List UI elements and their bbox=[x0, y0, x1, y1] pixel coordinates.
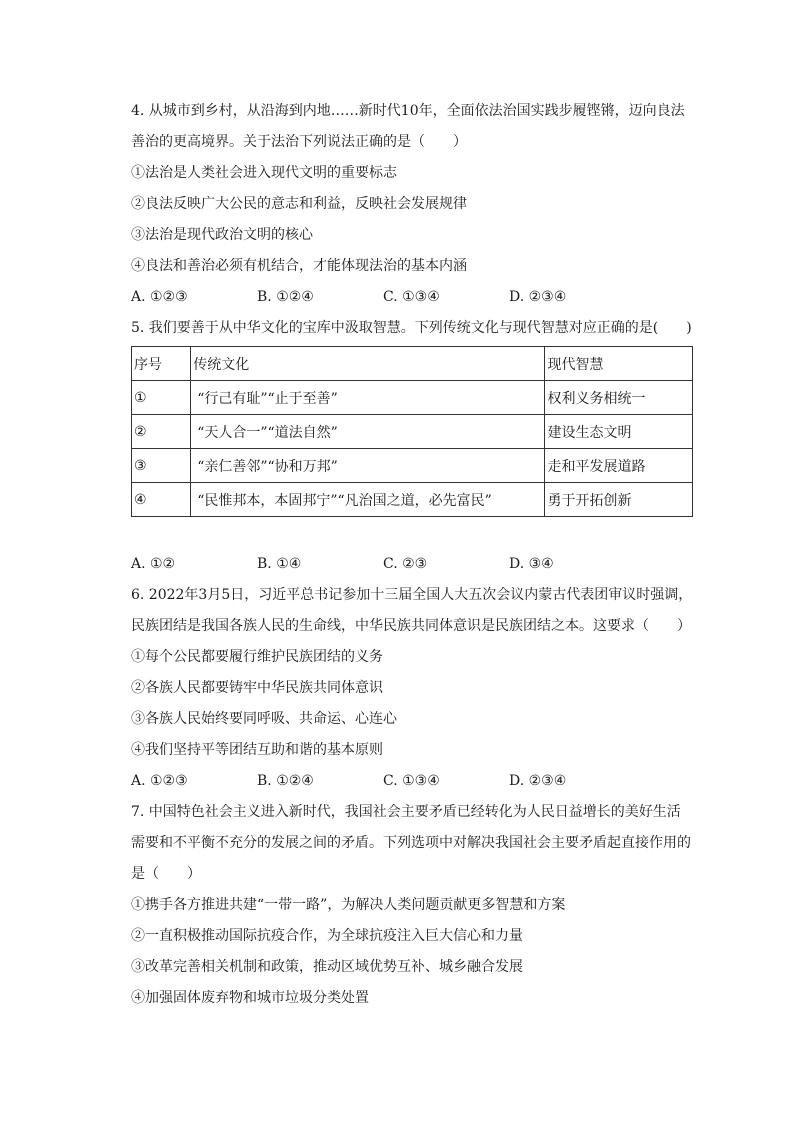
table-cell: ① bbox=[132, 381, 191, 415]
table-cell: 勇于开拓创新 bbox=[545, 483, 693, 517]
table-cell bbox=[191, 381, 545, 415]
table-header-row bbox=[132, 347, 693, 381]
traditional-culture-text: “行己有耻”“止于至善” bbox=[197, 390, 338, 407]
question-6-stem-line: 6. 2022年3月5日，习近平总书记参加十三届全国人大五次会议内蒙古代表团审议时强调， bbox=[131, 587, 693, 603]
question-5-options bbox=[131, 549, 711, 580]
question-7-stem-line: 是（ ） bbox=[131, 866, 201, 882]
question-6-stem-line: 民族团结是我国各族人民的生命线，中华民族共同体意识是民族团结之本。这要求（ ） bbox=[131, 618, 691, 634]
question-6-statement: ③各族人民始终要同呼吸、共命运、心连心 bbox=[131, 711, 397, 727]
option-a[interactable]: A. ①②③ bbox=[131, 289, 188, 305]
question-4-statement: ①法治是人类社会进入现代文明的重要标志 bbox=[131, 165, 397, 181]
table-cell bbox=[191, 415, 545, 449]
question-6-statement: ④我们坚持平等团结互助和谐的基本原则 bbox=[131, 742, 383, 758]
question-4-statement: ③法治是现代政治文明的核心 bbox=[131, 227, 313, 243]
table-header-cell: 现代智慧 bbox=[545, 347, 693, 381]
option-b[interactable]: B. ①④ bbox=[257, 556, 302, 572]
question-7-statement: ②一直积极推动国际抗疫合作，为全球抗疫注入巨大信心和力量 bbox=[131, 928, 523, 944]
table-cell: 权利义务相统一 bbox=[545, 381, 693, 415]
option-b[interactable]: B. ①②④ bbox=[257, 773, 314, 789]
table-cell: ④ bbox=[132, 483, 191, 517]
question-5 bbox=[131, 313, 711, 580]
question-7-stem-line: 7. 中国特色社会主义进入新时代，我国社会主要矛盾已经转化为人民日益增长的美好生活 bbox=[131, 804, 681, 820]
table-cell: 走和平发展道路 bbox=[545, 449, 693, 483]
option-b[interactable]: B. ①②④ bbox=[257, 289, 314, 305]
table-cell bbox=[191, 449, 545, 483]
option-d[interactable]: D. ③④ bbox=[509, 556, 554, 572]
table-row bbox=[132, 415, 693, 449]
question-6-statement: ②各族人民都要铸牢中华民族共同体意识 bbox=[131, 680, 383, 696]
question-6 bbox=[131, 580, 711, 797]
table-row bbox=[132, 449, 693, 483]
table-cell: ② bbox=[132, 415, 191, 449]
traditional-culture-text: “天人合一”“道法自然” bbox=[197, 424, 338, 441]
option-c[interactable]: C. ①③④ bbox=[383, 289, 440, 305]
option-c[interactable]: C. ①③④ bbox=[383, 773, 440, 789]
question-7-stem-line: 需要和不平衡不充分的发展之间的矛盾。下列选项中对解决我国社会主要矛盾起直接作用的 bbox=[131, 835, 691, 851]
question-7 bbox=[131, 797, 711, 1014]
table-cell: 建设生态文明 bbox=[545, 415, 693, 449]
question-4-options bbox=[131, 282, 711, 313]
question-7-statement: ①携手各方推进共建“一带一路”，为解决人类问题贡献更多智慧和方案 bbox=[131, 897, 566, 913]
traditional-culture-text: “亲仁善邻”“协和万邦” bbox=[197, 458, 338, 475]
traditional-culture-text: “民惟邦本，本固邦宁”“凡治国之道，必先富民” bbox=[197, 492, 492, 509]
question-4 bbox=[131, 96, 711, 313]
option-d[interactable]: D. ②③④ bbox=[509, 773, 567, 789]
question-7-statement: ④加强固体废弃物和城市垃圾分类处置 bbox=[131, 990, 369, 1006]
table-cell: ③ bbox=[132, 449, 191, 483]
table-header-cell: 序号 bbox=[132, 347, 191, 381]
exam-page bbox=[131, 96, 711, 1014]
table-row bbox=[132, 381, 693, 415]
question-7-statement: ③改革完善相关机制和政策，推动区域优势互补、城乡融合发展 bbox=[131, 959, 523, 975]
table-cell bbox=[191, 483, 545, 517]
table-row bbox=[132, 483, 693, 517]
culture-wisdom-table bbox=[131, 346, 693, 517]
table-header-cell: 传统文化 bbox=[191, 347, 545, 381]
question-6-statement: ①每个公民都要履行维护民族团结的义务 bbox=[131, 649, 383, 665]
question-4-statement: ②良法反映广大公民的意志和利益，反映社会发展规律 bbox=[131, 196, 467, 212]
option-a[interactable]: A. ①② bbox=[131, 556, 176, 572]
option-a[interactable]: A. ①②③ bbox=[131, 773, 188, 789]
question-4-stem-line: 善治的更高境界。关于法治下列说法正确的是（ ） bbox=[131, 134, 467, 150]
option-c[interactable]: C. ②③ bbox=[383, 556, 428, 572]
question-5-stem: 5. 我们要善于从中华文化的宝库中汲取智慧。下列传统文化与现代智慧对应正确的是( ) bbox=[131, 320, 692, 336]
question-4-statement: ④良法和善治必须有机结合，才能体现法治的基本内涵 bbox=[131, 258, 467, 274]
option-d[interactable]: D. ②③④ bbox=[509, 289, 567, 305]
question-4-stem-line: 4. 从城市到乡村，从沿海到内地……新时代10年，全面依法治国实践步履铿锵，迈向良法 bbox=[131, 103, 685, 119]
question-6-options bbox=[131, 766, 711, 797]
